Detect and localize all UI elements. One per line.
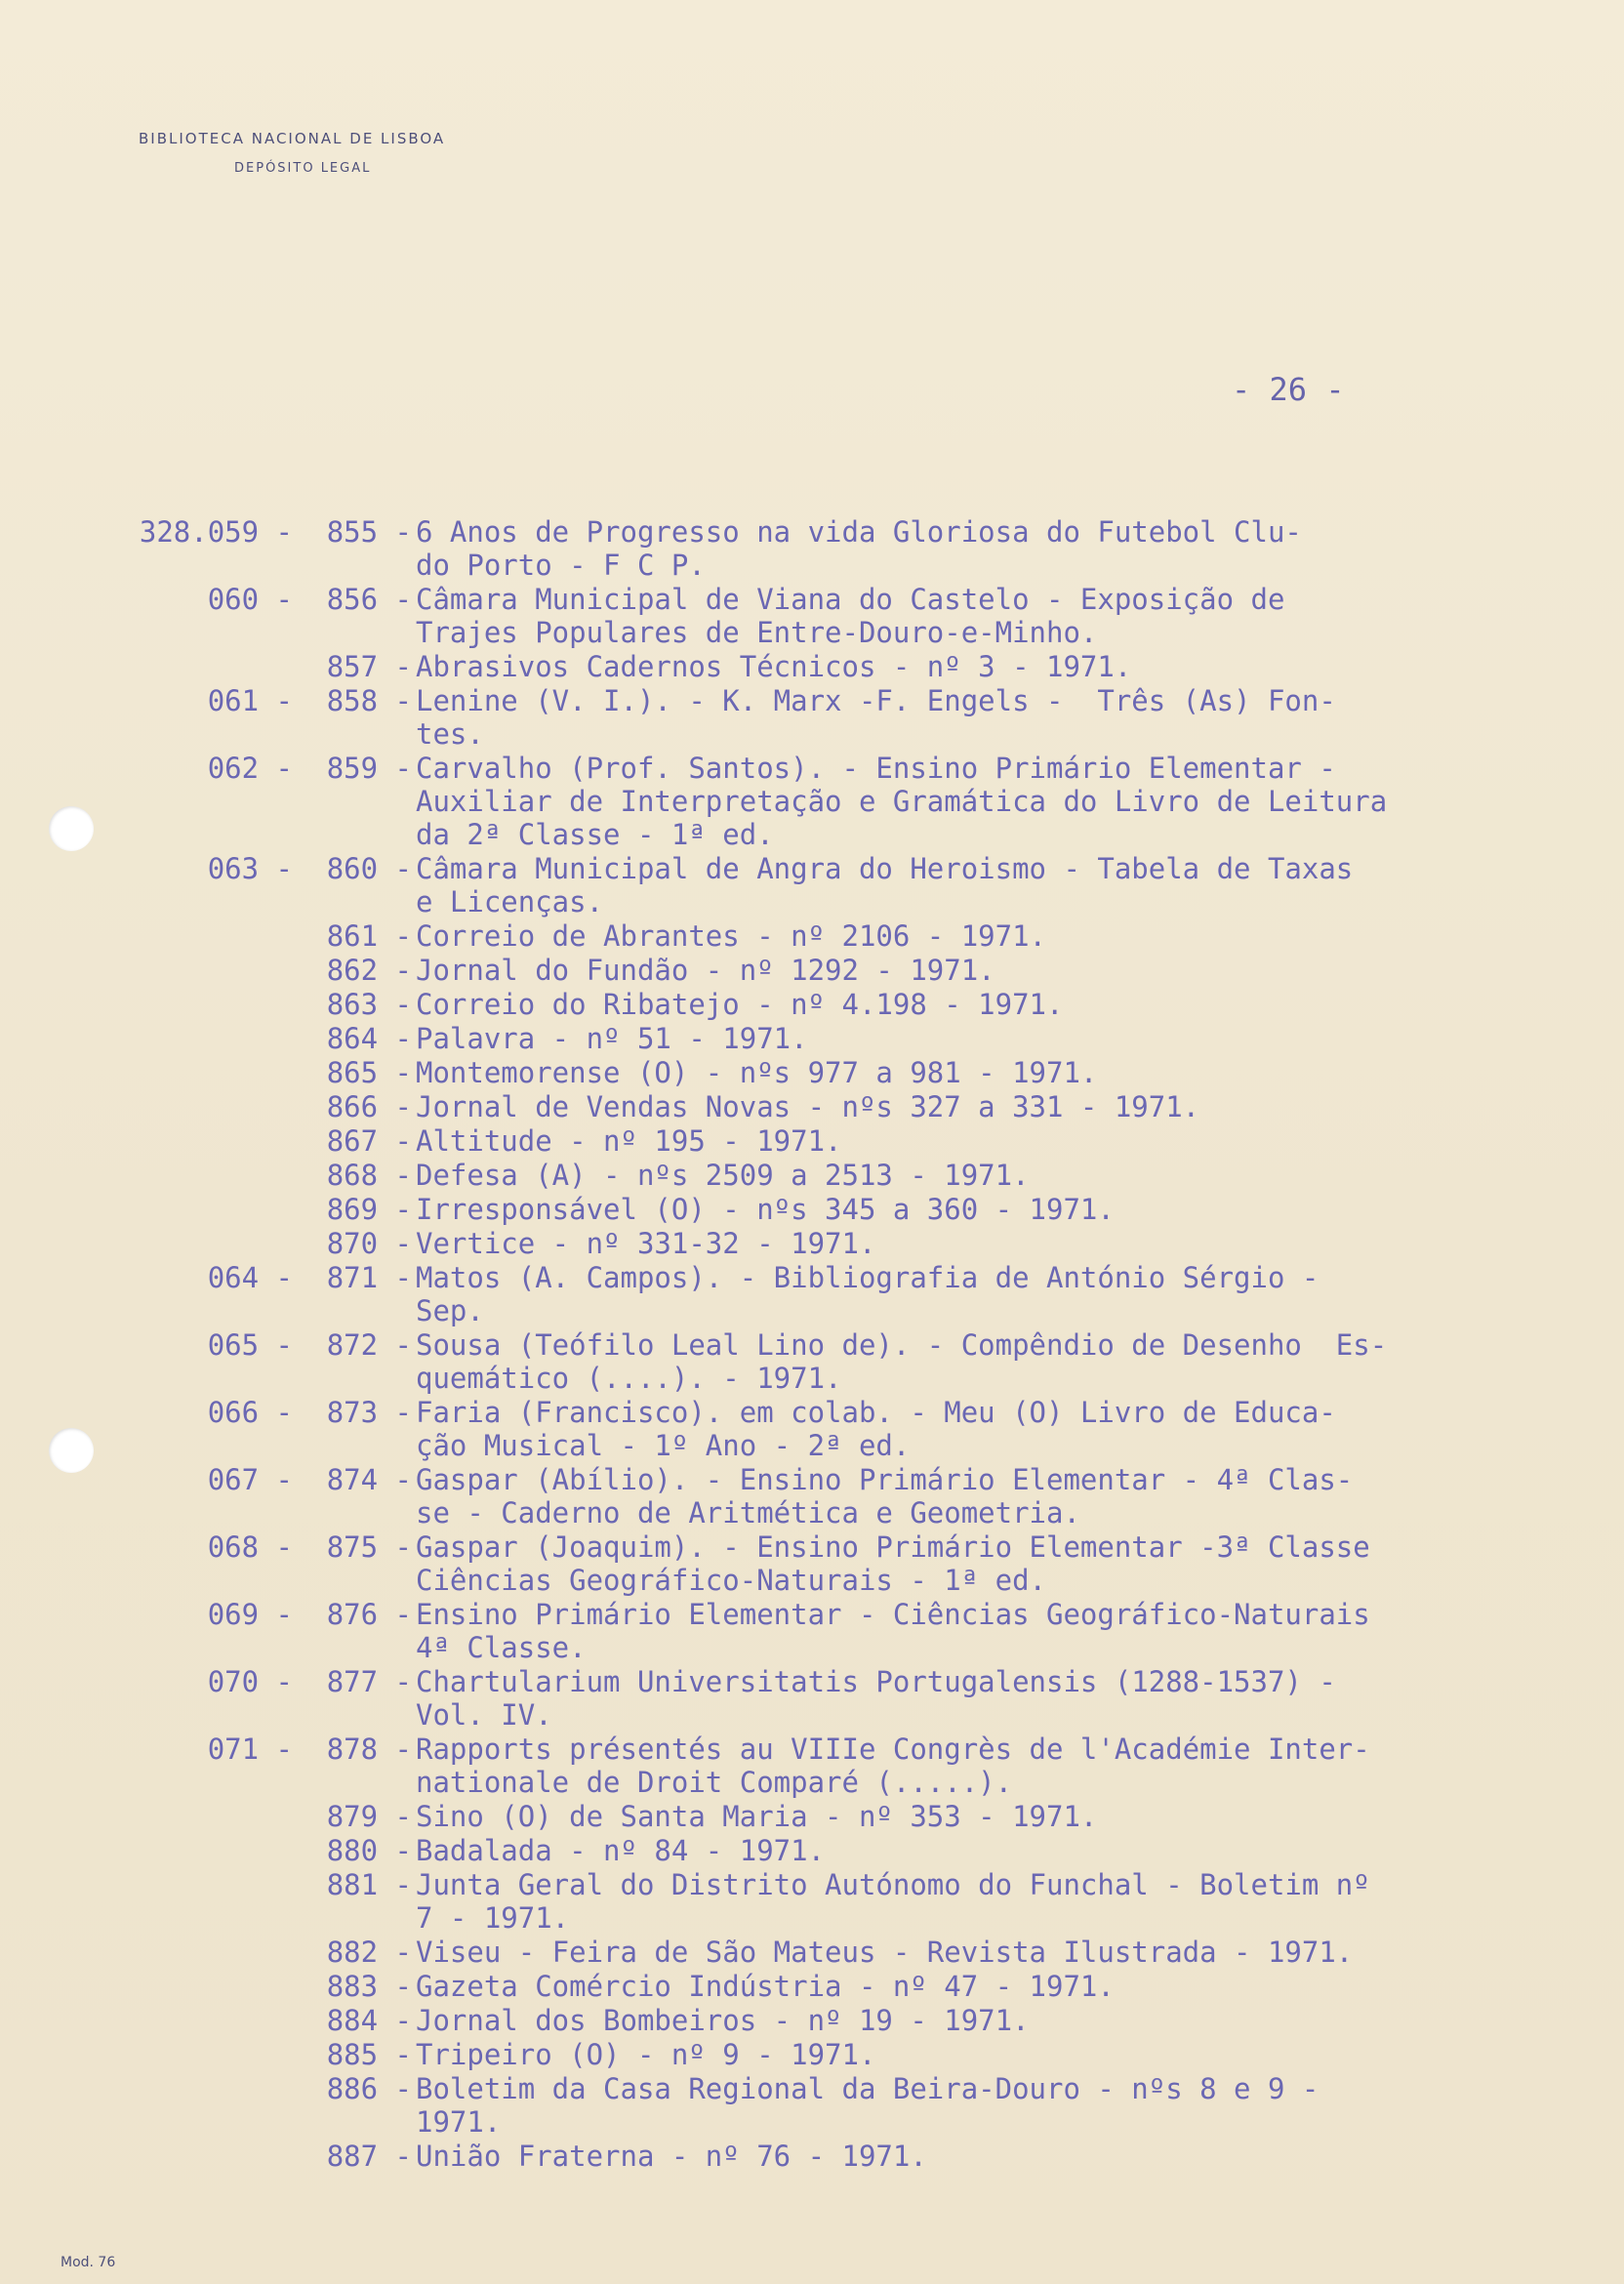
classification-number: 061 - bbox=[207, 684, 293, 717]
catalog-entry bbox=[0, 1970, 1624, 2003]
entry-number: 878 - bbox=[326, 1733, 412, 1766]
catalog-entry bbox=[0, 1159, 1624, 1192]
catalog-entry bbox=[0, 650, 1624, 683]
classification-number bbox=[0, 1056, 293, 1089]
entry-title bbox=[412, 1124, 1538, 1158]
entry-title bbox=[412, 1328, 1538, 1395]
entry-number: 882 - bbox=[326, 1936, 412, 1969]
classification-number bbox=[0, 1193, 293, 1226]
entry-number: 863 - bbox=[326, 988, 412, 1021]
entry-title-line: 4ª Classe. bbox=[416, 1631, 587, 1664]
entry-number: 864 - bbox=[326, 1022, 412, 1055]
department-header: DEPÓSITO LEGAL bbox=[234, 161, 372, 176]
entry-title-line: Chartularium Universitatis Portugalensis (1288-1537) - bbox=[416, 1665, 1336, 1698]
catalog-entry bbox=[0, 684, 1624, 751]
classification-number bbox=[0, 1834, 293, 1867]
entry-title-line: ção Musical - 1º Ano - 2ª ed. bbox=[416, 1429, 911, 1462]
entry-title-line: Ensino Primário Elementar - Ciências Geográfico-Naturais bbox=[416, 1598, 1370, 1631]
classification-number bbox=[0, 1022, 293, 1055]
entry-number: 881 - bbox=[326, 1868, 412, 1901]
catalog-entry bbox=[0, 1328, 1624, 1395]
entry-title bbox=[412, 2072, 1538, 2139]
entry-title-line: Sep. bbox=[416, 1294, 484, 1327]
entry-number: 871 - bbox=[326, 1261, 412, 1294]
entry-title-line: 1971. bbox=[416, 2105, 502, 2139]
entry-number: 884 - bbox=[326, 2004, 412, 2037]
entry-title-line: Trajes Populares de Entre-Douro-e-Minho. bbox=[416, 616, 1098, 649]
entry-number: 868 - bbox=[326, 1159, 412, 1192]
entry-title bbox=[412, 684, 1538, 751]
entry-title-line: Jornal dos Bombeiros - nº 19 - 1971. bbox=[416, 2004, 1030, 2037]
entry-number: 886 - bbox=[326, 2072, 412, 2105]
entry-title-line: quemático (....). - 1971. bbox=[416, 1362, 842, 1395]
classification-number bbox=[0, 1090, 293, 1123]
catalog-entry bbox=[0, 1665, 1624, 1732]
entry-title-line: Viseu - Feira de São Mateus - Revista Ilustrada - 1971. bbox=[416, 1936, 1354, 1969]
entry-number: 859 - bbox=[326, 752, 412, 785]
entry-title bbox=[412, 2140, 1538, 2173]
entry-title bbox=[412, 1733, 1538, 1799]
page-number: - 26 - bbox=[1232, 371, 1345, 408]
classification-number bbox=[0, 1868, 293, 1935]
entry-number: 873 - bbox=[326, 1396, 412, 1429]
entry-number: 874 - bbox=[326, 1463, 412, 1496]
entry-number: 869 - bbox=[326, 1193, 412, 1226]
entry-number: 862 - bbox=[326, 954, 412, 987]
entry-title-line: Junta Geral do Distrito Autónomo do Funchal - Boletim nº bbox=[416, 1868, 1370, 1901]
entry-title bbox=[412, 2038, 1538, 2071]
entry-title-line: Tripeiro (O) - nº 9 - 1971. bbox=[416, 2038, 876, 2071]
catalog-entry bbox=[0, 1598, 1624, 1664]
catalog-entry bbox=[0, 1463, 1624, 1529]
catalog-entry bbox=[0, 954, 1624, 987]
entry-title-line: Palavra - nº 51 - 1971. bbox=[416, 1022, 808, 1055]
classification-number: 065 - bbox=[207, 1328, 293, 1362]
entry-title bbox=[412, 1056, 1538, 1089]
entry-title-line: Gaspar (Joaquim). - Ensino Primário Elementar -3ª Classe bbox=[416, 1530, 1370, 1564]
entry-title bbox=[412, 1598, 1538, 1664]
catalog-entry bbox=[0, 988, 1624, 1021]
entry-title bbox=[412, 583, 1538, 649]
entry-number: 887 - bbox=[326, 2140, 412, 2173]
classification-number bbox=[0, 1936, 293, 1969]
entry-title-line: Câmara Municipal de Angra do Heroismo - Tabela de Taxas bbox=[416, 852, 1354, 885]
catalog-entry bbox=[0, 919, 1624, 953]
entry-title bbox=[412, 1970, 1538, 2003]
entry-number: 856 - bbox=[326, 583, 412, 616]
entry-title bbox=[412, 1834, 1538, 1867]
entry-title-line: Ciências Geográfico-Naturais - 1ª ed. bbox=[416, 1564, 1047, 1597]
classification-number bbox=[0, 1159, 293, 1192]
entry-number: 872 - bbox=[326, 1328, 412, 1362]
entry-title-line: Altitude - nº 195 - 1971. bbox=[416, 1124, 842, 1158]
catalog-entry bbox=[0, 1056, 1624, 1089]
entry-title-line: Sousa (Teófilo Leal Lino de). - Compêndio de Desenho Es- bbox=[416, 1328, 1388, 1362]
classification-number bbox=[0, 2038, 293, 2071]
catalog-entry bbox=[0, 2140, 1624, 2173]
entry-title bbox=[412, 1159, 1538, 1192]
entry-title-line: Defesa (A) - nºs 2509 a 2513 - 1971. bbox=[416, 1159, 1030, 1192]
entry-title bbox=[412, 1227, 1538, 1260]
entry-title-line: Boletim da Casa Regional da Beira-Douro - nºs 8 e 9 - bbox=[416, 2072, 1320, 2105]
catalog-entry bbox=[0, 1936, 1624, 1969]
entry-number: 876 - bbox=[326, 1598, 412, 1631]
catalog-entry bbox=[0, 1022, 1624, 1055]
entry-title bbox=[412, 988, 1538, 1021]
entry-title bbox=[412, 2004, 1538, 2037]
entry-number: 870 - bbox=[326, 1227, 412, 1260]
entry-title bbox=[412, 515, 1538, 582]
classification-number bbox=[0, 2004, 293, 2037]
classification-number: 071 - bbox=[207, 1733, 293, 1766]
classification-number bbox=[0, 954, 293, 987]
classification-number bbox=[0, 988, 293, 1021]
entry-number: 866 - bbox=[326, 1090, 412, 1123]
classification-number bbox=[0, 2072, 293, 2139]
entry-title bbox=[412, 650, 1538, 683]
entry-title-line: Faria (Francisco). em colab. - Meu (O) Livro de Educa- bbox=[416, 1396, 1336, 1429]
entry-title-line: Jornal de Vendas Novas - nºs 327 a 331 - 1971. bbox=[416, 1090, 1200, 1123]
entry-number: 861 - bbox=[326, 919, 412, 953]
entry-title bbox=[412, 1193, 1538, 1226]
entry-title-line: 6 Anos de Progresso na vida Gloriosa do Futebol Clu- bbox=[416, 515, 1302, 549]
classification-number: 328.059 - bbox=[139, 515, 293, 549]
entry-title-line: Auxiliar de Interpretação e Gramática do Livro de Leitura bbox=[416, 785, 1388, 818]
entry-title-line: Correio de Abrantes - nº 2106 - 1971. bbox=[416, 919, 1047, 953]
entry-number: 883 - bbox=[326, 1970, 412, 2003]
catalog-entry bbox=[0, 1090, 1624, 1123]
entry-number: 875 - bbox=[326, 1530, 412, 1564]
catalog-entry bbox=[0, 1834, 1624, 1867]
entry-title-line: Lenine (V. I.). - K. Marx -F. Engels - Três (As) Fon- bbox=[416, 684, 1336, 717]
entry-number: 877 - bbox=[326, 1665, 412, 1698]
entry-title-line: Jornal do Fundão - nº 1292 - 1971. bbox=[416, 954, 995, 987]
classification-number bbox=[0, 1970, 293, 2003]
entry-title-line: Matos (A. Campos). - Bibliografia de António Sérgio - bbox=[416, 1261, 1320, 1294]
entry-title-line: Câmara Municipal de Viana do Castelo - Exposição de bbox=[416, 583, 1285, 616]
entry-title-line: 7 - 1971. bbox=[416, 1901, 570, 1935]
catalog-entry bbox=[0, 1868, 1624, 1935]
classification-number bbox=[0, 2140, 293, 2173]
catalog-entry bbox=[0, 2072, 1624, 2139]
entry-title bbox=[412, 1022, 1538, 1055]
entry-title bbox=[412, 1261, 1538, 1327]
classification-number bbox=[0, 1124, 293, 1158]
entry-number: 879 - bbox=[326, 1800, 412, 1833]
entry-number: 858 - bbox=[326, 684, 412, 717]
entry-title-line: da 2ª Classe - 1ª ed. bbox=[416, 818, 774, 851]
entry-number: 867 - bbox=[326, 1124, 412, 1158]
entry-title bbox=[412, 852, 1538, 918]
entry-title-line: Badalada - nº 84 - 1971. bbox=[416, 1834, 826, 1867]
classification-number: 070 - bbox=[207, 1665, 293, 1698]
catalog-entry bbox=[0, 1124, 1624, 1158]
entry-title bbox=[412, 1090, 1538, 1123]
classification-number: 060 - bbox=[207, 583, 293, 616]
catalog-entry bbox=[0, 2004, 1624, 2037]
entry-number: 885 - bbox=[326, 2038, 412, 2071]
classification-number: 069 - bbox=[207, 1598, 293, 1631]
classification-number bbox=[0, 1800, 293, 1833]
entry-number: 857 - bbox=[326, 650, 412, 683]
entry-title-line: Abrasivos Cadernos Técnicos - nº 3 - 1971. bbox=[416, 650, 1132, 683]
classification-number: 062 - bbox=[207, 752, 293, 785]
entry-title-line: Gazeta Comércio Indústria - nº 47 - 1971. bbox=[416, 1970, 1115, 2003]
entry-title-line: do Porto - F C P. bbox=[416, 549, 706, 582]
entry-title-line: Carvalho (Prof. Santos). - Ensino Primário Elementar - bbox=[416, 752, 1336, 785]
catalog-entry bbox=[0, 852, 1624, 918]
catalog-entry bbox=[0, 1530, 1624, 1597]
entry-title bbox=[412, 1936, 1538, 1969]
entry-title-line: se - Caderno de Aritmética e Geometria. bbox=[416, 1496, 1080, 1529]
catalog-entry bbox=[0, 752, 1624, 851]
classification-number: 067 - bbox=[207, 1463, 293, 1496]
entry-number: 880 - bbox=[326, 1834, 412, 1867]
entry-title-line: Vol. IV. bbox=[416, 1698, 552, 1732]
classification-number bbox=[0, 919, 293, 953]
catalog-entry bbox=[0, 583, 1624, 649]
classification-number: 066 - bbox=[207, 1396, 293, 1429]
entry-title-line: tes. bbox=[416, 717, 484, 751]
entry-title bbox=[412, 1868, 1538, 1935]
entry-title-line: e Licenças. bbox=[416, 885, 604, 918]
institution-header: BIBLIOTECA NACIONAL DE LISBOA bbox=[139, 130, 446, 147]
entry-title bbox=[412, 1463, 1538, 1529]
entry-title bbox=[412, 1800, 1538, 1833]
entry-title bbox=[412, 1396, 1538, 1462]
entry-title bbox=[412, 1665, 1538, 1732]
catalog-entry bbox=[0, 2038, 1624, 2071]
entry-title-line: nationale de Droit Comparé (.....). bbox=[416, 1766, 1013, 1799]
catalog-entries-list bbox=[0, 515, 1624, 2174]
classification-number: 063 - bbox=[207, 852, 293, 885]
catalog-entry bbox=[0, 1396, 1624, 1462]
entry-number: 860 - bbox=[326, 852, 412, 885]
entry-title-line: União Fraterna - nº 76 - 1971. bbox=[416, 2140, 927, 2173]
form-code: Mod. 76 bbox=[61, 2255, 116, 2270]
entry-title bbox=[412, 1530, 1538, 1597]
catalog-entry bbox=[0, 1733, 1624, 1799]
entry-title-line: Irresponsável (O) - nºs 345 a 360 - 1971. bbox=[416, 1193, 1115, 1226]
catalog-entry bbox=[0, 1800, 1624, 1833]
catalog-entry bbox=[0, 1193, 1624, 1226]
entry-title-line: Sino (O) de Santa Maria - nº 353 - 1971. bbox=[416, 1800, 1098, 1833]
classification-number bbox=[0, 650, 293, 683]
classification-number bbox=[0, 1227, 293, 1260]
entry-title-line: Correio do Ribatejo - nº 4.198 - 1971. bbox=[416, 988, 1064, 1021]
catalog-entry bbox=[0, 1227, 1624, 1260]
entry-title-line: Gaspar (Abílio). - Ensino Primário Elementar - 4ª Clas- bbox=[416, 1463, 1354, 1496]
classification-number: 068 - bbox=[207, 1530, 293, 1564]
entry-title-line: Rapports présentés au VIIIe Congrès de l'Académie Inter- bbox=[416, 1733, 1370, 1766]
entry-title bbox=[412, 919, 1538, 953]
entry-title-line: Montemorense (O) - nºs 977 a 981 - 1971. bbox=[416, 1056, 1098, 1089]
catalog-entry bbox=[0, 515, 1624, 582]
entry-number: 855 - bbox=[326, 515, 412, 549]
entry-number: 865 - bbox=[326, 1056, 412, 1089]
catalog-entry bbox=[0, 1261, 1624, 1327]
entry-title bbox=[412, 752, 1538, 851]
classification-number: 064 - bbox=[207, 1261, 293, 1294]
entry-title bbox=[412, 954, 1538, 987]
entry-title-line: Vertice - nº 331-32 - 1971. bbox=[416, 1227, 876, 1260]
